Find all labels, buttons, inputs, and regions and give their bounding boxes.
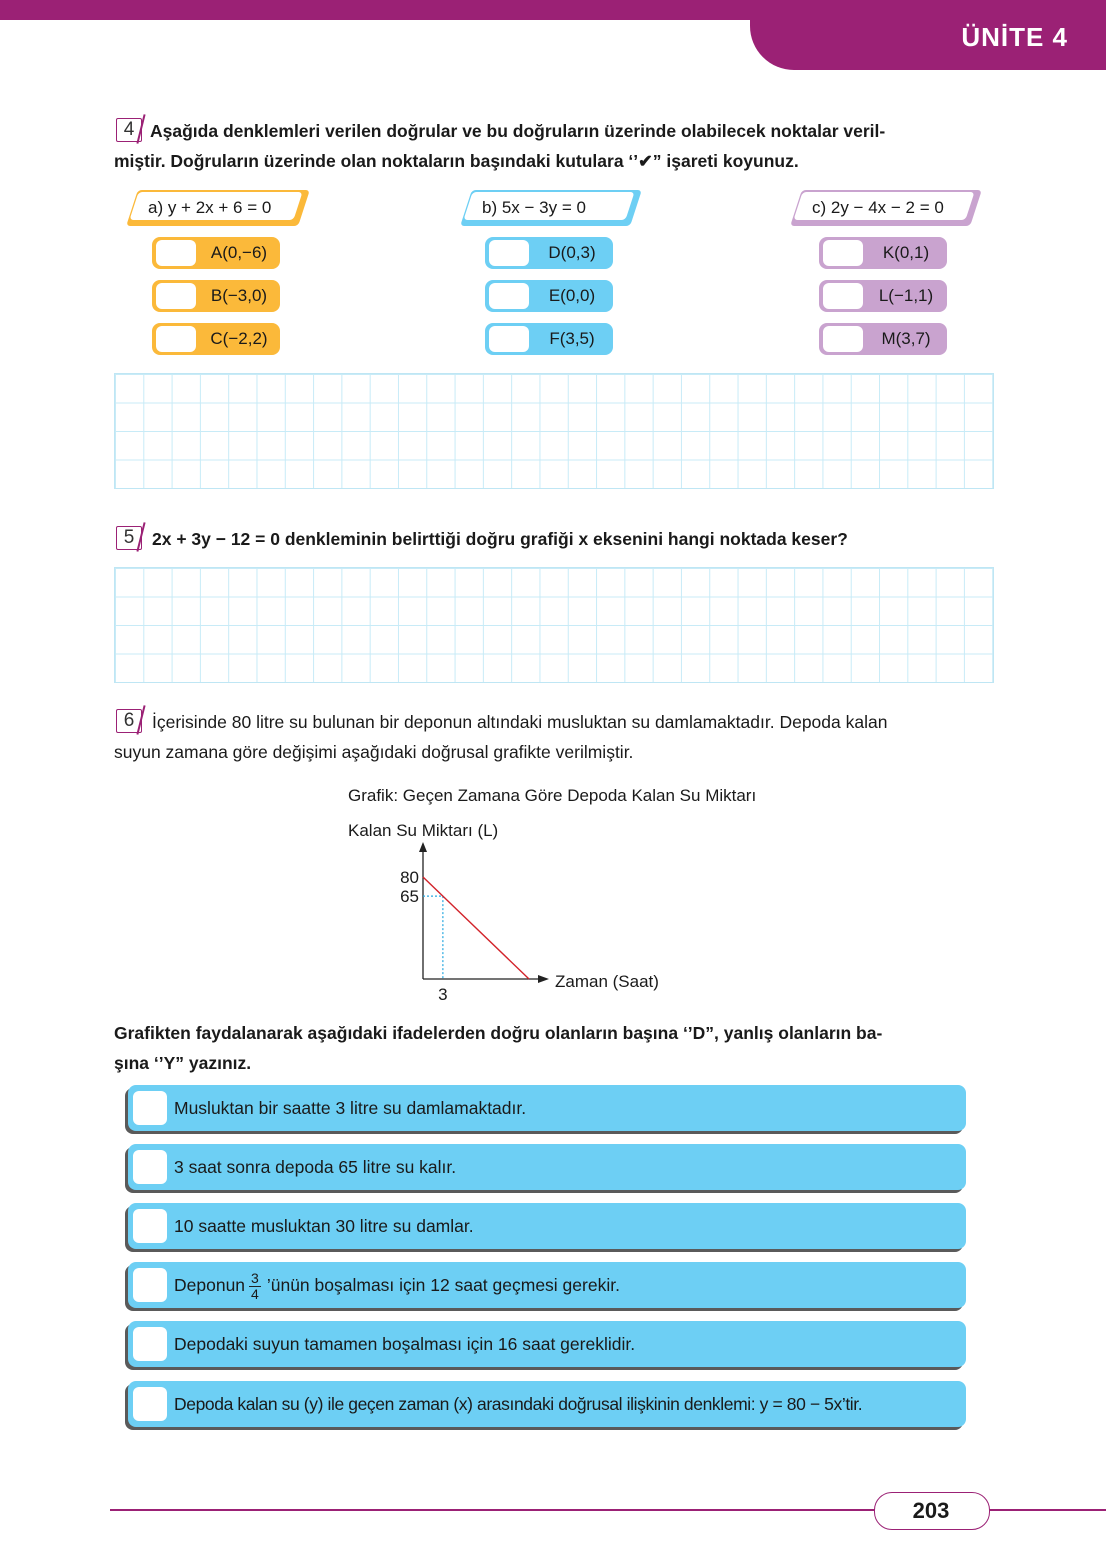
statement-2: 3 saat sonra depoda 65 litre su kalır. bbox=[128, 1144, 966, 1190]
point-option-E[interactable]: E(0,0) bbox=[485, 280, 613, 312]
point-option-B[interactable]: B(−3,0) bbox=[152, 280, 280, 312]
series-line bbox=[423, 877, 529, 979]
chart-title: Grafik: Geçen Zamana Göre Depoda Kalan Su Miktarı bbox=[348, 786, 757, 805]
point-option-C[interactable]: C(−2,2) bbox=[152, 323, 280, 355]
point-option-A[interactable]: A(0,−6) bbox=[152, 237, 280, 269]
point-option-F[interactable]: F(3,5) bbox=[485, 323, 613, 355]
statement-3: 10 saatte musluktan 30 litre su damlar. bbox=[128, 1203, 966, 1249]
y-axis-arrow bbox=[419, 842, 427, 852]
question-6-text-line2: suyun zamana göre değişimi aşağıdaki doğrusal grafikte verilmiştir. bbox=[114, 742, 634, 762]
unit-title: ÜNİTE 4 bbox=[961, 22, 1068, 52]
answer-box[interactable] bbox=[133, 1327, 167, 1361]
answer-box[interactable] bbox=[133, 1091, 167, 1125]
fraction: $\frac{3}{4}$ bbox=[251, 1269, 259, 1302]
question-4-number: 4 bbox=[116, 118, 146, 142]
question-5-number: 5 bbox=[116, 526, 146, 550]
answer-box[interactable] bbox=[133, 1387, 167, 1421]
question-6-text-line1: İçerisinde 80 litre su bulunan bir deponun altındaki musluktan su damlamaktadır. Depoda kalan bbox=[152, 712, 888, 732]
x-axis-arrow bbox=[538, 975, 549, 983]
chart-y-axis-label: Kalan Su Miktarı (L) bbox=[348, 821, 499, 840]
statement-6: Depoda kalan su (y) ile geçen zaman (x) arasındaki doğrusal ilişkinin denklemi: y = 80 − 5x’tir. bbox=[128, 1381, 966, 1427]
equation-c-label: c) 2y − 4x − 2 = 0 bbox=[796, 190, 976, 226]
statement-5: Depodaki suyun tamamen boşalması için 16 saat gereklidir. bbox=[128, 1321, 966, 1367]
y-tick-label-65: 65 bbox=[400, 887, 419, 907]
answer-box[interactable] bbox=[133, 1150, 167, 1184]
point-option-M[interactable]: M(3,7) bbox=[819, 323, 947, 355]
answer-box[interactable] bbox=[133, 1268, 167, 1302]
question-5-text: 2x + 3y − 12 = 0 denkleminin belirttiği doğru grafiği x eksenini hangi noktada keser? bbox=[152, 529, 848, 549]
page-number: 203 bbox=[912, 1498, 950, 1523]
question-6-instruction-line2: şına ‘’Y” yazınız. bbox=[114, 1053, 252, 1073]
question-4-text-line2: miştir. Doğruların üzerinde olan noktaların başındaki kutulara ‘’✔” işareti koyunuz. bbox=[114, 151, 799, 171]
y-tick-label-80: 80 bbox=[400, 868, 419, 887]
point-option-D[interactable]: D(0,3) bbox=[485, 237, 613, 269]
equation-a-label: a) y + 2x + 6 = 0 bbox=[132, 190, 304, 226]
question-6-instruction-line1: Grafikten faydalanarak aşağıdaki ifadelerden doğru olanların başına ‘’D”, yanlış olanların ba- bbox=[114, 1023, 883, 1043]
statement-4: Deponun $\frac{3}{4}$ ’ünün boşalması için 12 saat geçmesi gerekir. bbox=[128, 1262, 966, 1308]
statement-1: Musluktan bir saatte 3 litre su damlamaktadır. bbox=[128, 1085, 966, 1131]
x-tick-label-3: 3 bbox=[438, 985, 448, 1004]
chart-x-axis-label: Zaman (Saat) bbox=[555, 972, 659, 991]
question-4-text-line1: Aşağıda denklemleri verilen doğrular ve bu doğruların üzerinde olabilecek noktalar veril- bbox=[150, 121, 886, 141]
point-option-L[interactable]: L(−1,1) bbox=[819, 280, 947, 312]
question-6-number: 6 bbox=[116, 709, 146, 733]
answer-box[interactable] bbox=[133, 1209, 167, 1243]
equation-b-label: b) 5x − 3y = 0 bbox=[466, 190, 636, 226]
point-option-K[interactable]: K(0,1) bbox=[819, 237, 947, 269]
